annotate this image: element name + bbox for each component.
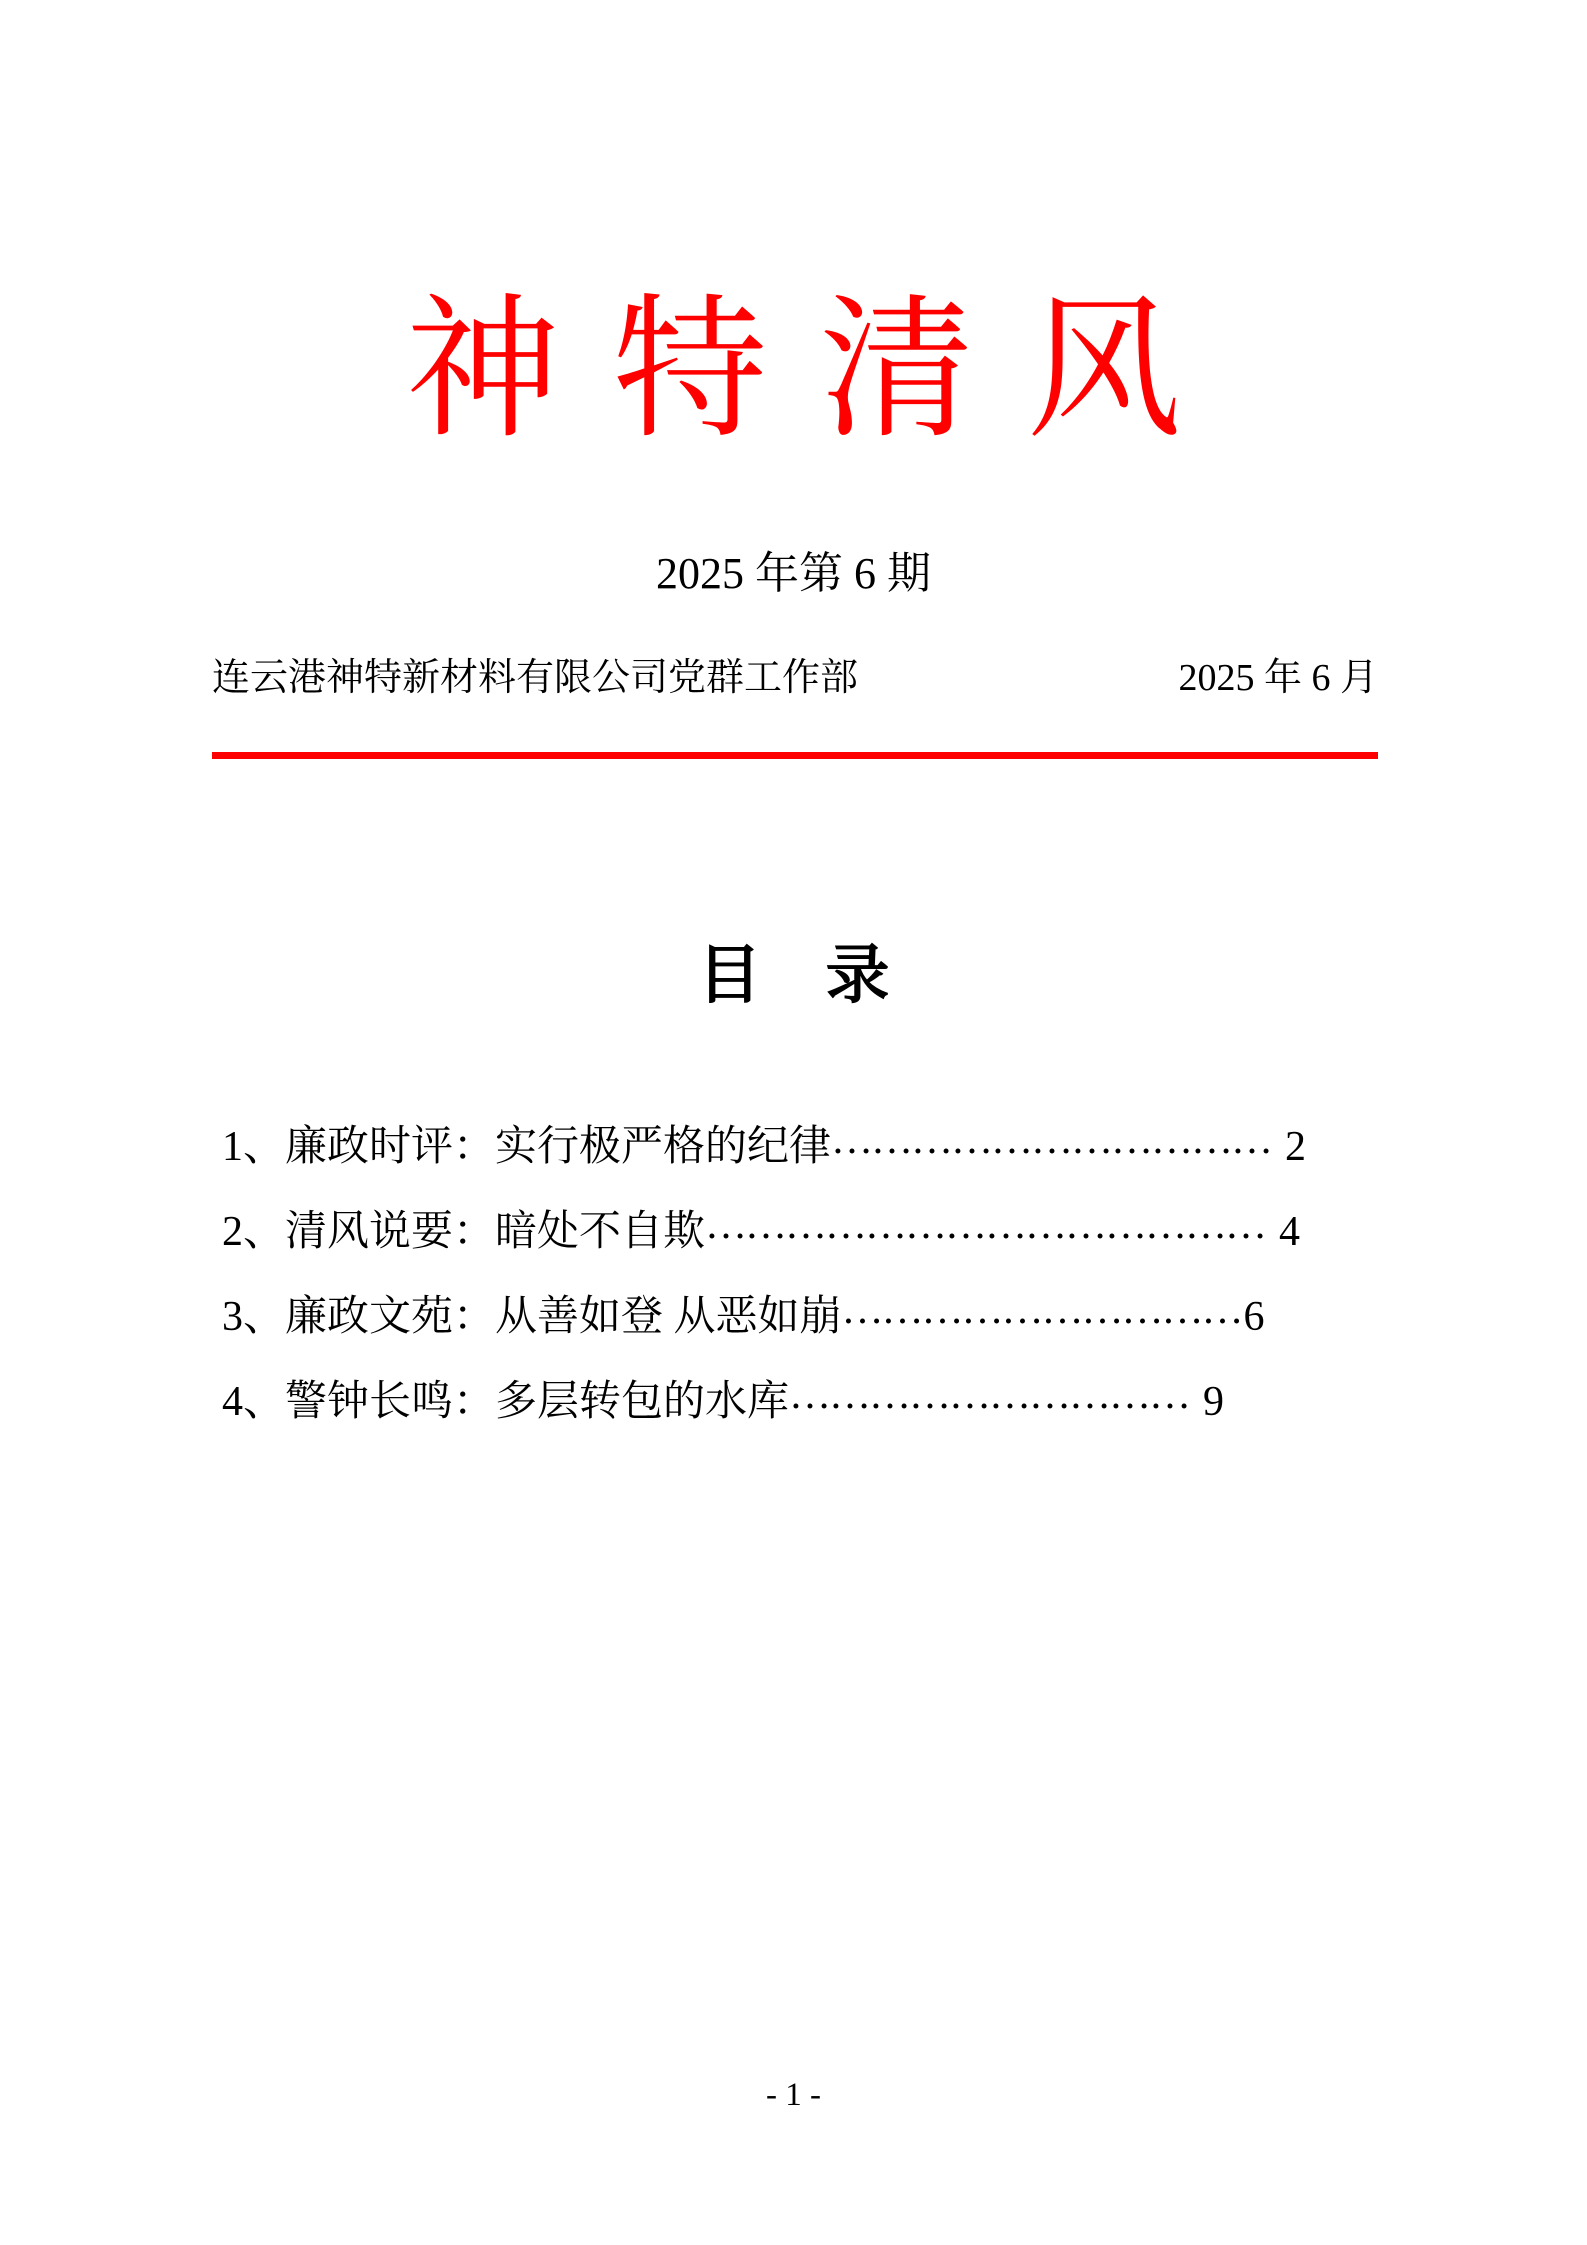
publish-date: 2025 年 6 月 (1178, 657, 1378, 699)
toc-item-title: 3、廉政文苑：从善如登 从恶如崩 (222, 1294, 842, 1340)
masthead-title: 神特清风 (405, 285, 1234, 457)
toc-item-title: 1、廉政时评：实行极严格的纪律 (222, 1124, 832, 1170)
divider-rule (212, 752, 1378, 759)
toc-item (222, 1207, 1387, 1292)
toc-leader-dots: …………………………… (831, 1122, 1272, 1164)
footer-page-number: - 1 - (766, 2077, 821, 2113)
toc-page-number: 4 (1279, 1209, 1301, 1255)
toc-leader-dots: ………………………… (841, 1292, 1242, 1334)
toc-item (222, 1122, 1387, 1207)
issue-line: 2025 年第 6 期 (656, 549, 931, 598)
toc-list (222, 1122, 1387, 1462)
toc-item (222, 1377, 1387, 1462)
toc-page-number: 2 (1285, 1124, 1307, 1170)
toc-leader-dots: ………………………… (789, 1377, 1190, 1419)
toc-item-title: 2、清风说要：暗处不自欺 (222, 1209, 706, 1255)
publisher-row (212, 656, 1378, 702)
toc-page-number: 6 (1243, 1294, 1265, 1340)
toc-page-number: 9 (1203, 1379, 1225, 1425)
toc-item (222, 1292, 1387, 1377)
toc-heading: 目 录 (697, 940, 890, 1011)
toc-leader-dots: …………………………………… (705, 1207, 1266, 1249)
toc-item-title: 4、警钟长鸣：多层转包的水库 (222, 1379, 790, 1425)
publisher-name: 连云港神特新材料有限公司党群工作部 (212, 657, 859, 699)
